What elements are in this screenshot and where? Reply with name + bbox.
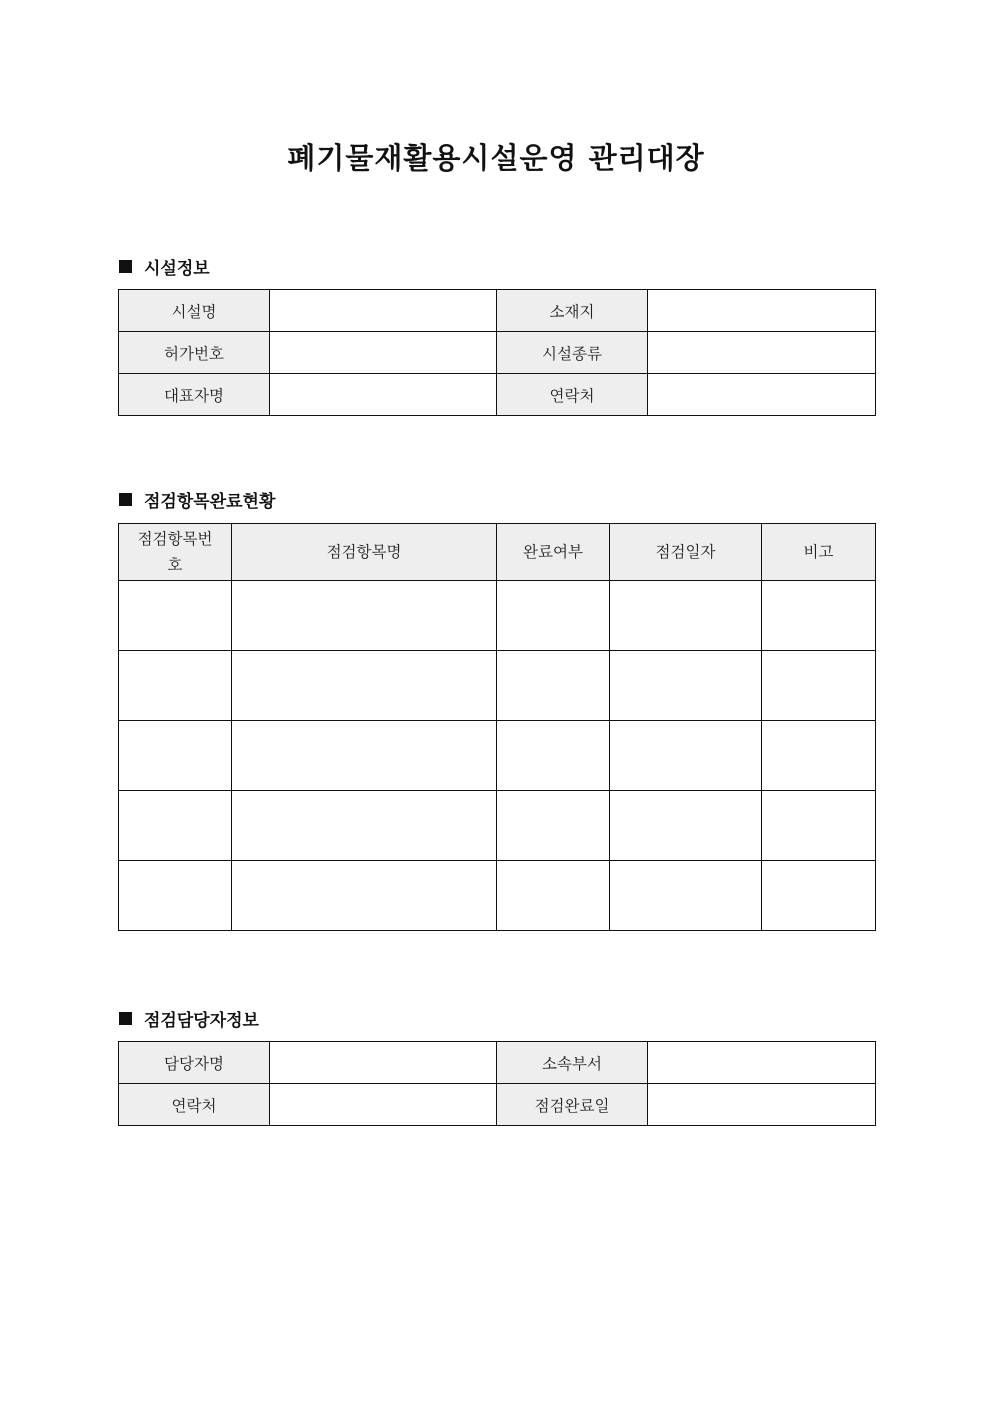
remarks-cell[interactable] xyxy=(762,721,876,791)
item-name-cell[interactable] xyxy=(232,861,497,931)
label-facility-name: 시설명 xyxy=(119,290,270,332)
completion-cell[interactable] xyxy=(497,581,610,651)
table-row xyxy=(119,1084,876,1126)
column-header: 점검항목번호 xyxy=(119,524,232,581)
contact-field[interactable] xyxy=(648,374,876,416)
completion-cell[interactable] xyxy=(497,651,610,721)
section-heading-text: 시설정보 xyxy=(144,259,210,279)
facility-type-field[interactable] xyxy=(648,332,876,374)
permit-number-field[interactable] xyxy=(270,332,497,374)
label-facility-type: 시설종류 xyxy=(497,332,648,374)
table-row xyxy=(119,290,876,332)
section-heading-text: 점검담당자정보 xyxy=(144,1011,259,1031)
facility-info-table xyxy=(118,289,876,416)
label-inspector-contact: 연락처 xyxy=(119,1084,270,1126)
column-header: 완료여부 xyxy=(497,524,610,581)
department-field[interactable] xyxy=(648,1042,876,1084)
label-manager-name: 담당자명 xyxy=(119,1042,270,1084)
table-row xyxy=(119,1042,876,1084)
table-row xyxy=(119,581,876,651)
completion-cell[interactable] xyxy=(497,791,610,861)
square-bullet-icon xyxy=(119,493,132,506)
item-name-cell[interactable] xyxy=(232,581,497,651)
section-heading-inspector xyxy=(119,1006,259,1031)
label-department: 소속부서 xyxy=(497,1042,648,1084)
table-row xyxy=(119,791,876,861)
remarks-cell[interactable] xyxy=(762,581,876,651)
section-heading-text: 점검항목완료현황 xyxy=(144,492,276,512)
table-header-row xyxy=(119,524,876,581)
remarks-cell[interactable] xyxy=(762,861,876,931)
inspector-contact-field[interactable] xyxy=(270,1084,497,1126)
section-heading-inspection xyxy=(119,487,275,512)
item-name-cell[interactable] xyxy=(232,651,497,721)
table-row xyxy=(119,861,876,931)
inspection-date-cell[interactable] xyxy=(610,651,762,721)
item-number-cell[interactable] xyxy=(119,651,232,721)
label-permit-number: 허가번호 xyxy=(119,332,270,374)
completion-date-field[interactable] xyxy=(648,1084,876,1126)
section-heading-facility xyxy=(119,254,210,279)
item-name-cell[interactable] xyxy=(232,721,497,791)
inspection-date-cell[interactable] xyxy=(610,581,762,651)
item-name-cell[interactable] xyxy=(232,791,497,861)
label-completion-date: 점검완료일 xyxy=(497,1084,648,1126)
inspector-info-table xyxy=(118,1041,876,1126)
inspection-date-cell[interactable] xyxy=(610,721,762,791)
column-header: 점검일자 xyxy=(610,524,762,581)
label-representative: 대표자명 xyxy=(119,374,270,416)
label-contact: 연락처 xyxy=(497,374,648,416)
table-row xyxy=(119,651,876,721)
inspection-status-table xyxy=(118,523,876,931)
item-number-cell[interactable] xyxy=(119,581,232,651)
square-bullet-icon xyxy=(119,1012,132,1025)
table-row xyxy=(119,374,876,416)
column-header: 점검항목명 xyxy=(232,524,497,581)
manager-name-field[interactable] xyxy=(270,1042,497,1084)
page-title: 폐기물재활용시설운영 관리대장 xyxy=(287,141,705,175)
table-row xyxy=(119,721,876,791)
item-number-cell[interactable] xyxy=(119,721,232,791)
location-field[interactable] xyxy=(648,290,876,332)
completion-cell[interactable] xyxy=(497,721,610,791)
item-number-cell[interactable] xyxy=(119,791,232,861)
remarks-cell[interactable] xyxy=(762,651,876,721)
column-header: 비고 xyxy=(762,524,876,581)
item-number-cell[interactable] xyxy=(119,861,232,931)
table-row xyxy=(119,332,876,374)
remarks-cell[interactable] xyxy=(762,791,876,861)
completion-cell[interactable] xyxy=(497,861,610,931)
inspection-date-cell[interactable] xyxy=(610,791,762,861)
label-location: 소재지 xyxy=(497,290,648,332)
inspection-date-cell[interactable] xyxy=(610,861,762,931)
representative-field[interactable] xyxy=(270,374,497,416)
square-bullet-icon xyxy=(119,260,132,273)
facility-name-field[interactable] xyxy=(270,290,497,332)
